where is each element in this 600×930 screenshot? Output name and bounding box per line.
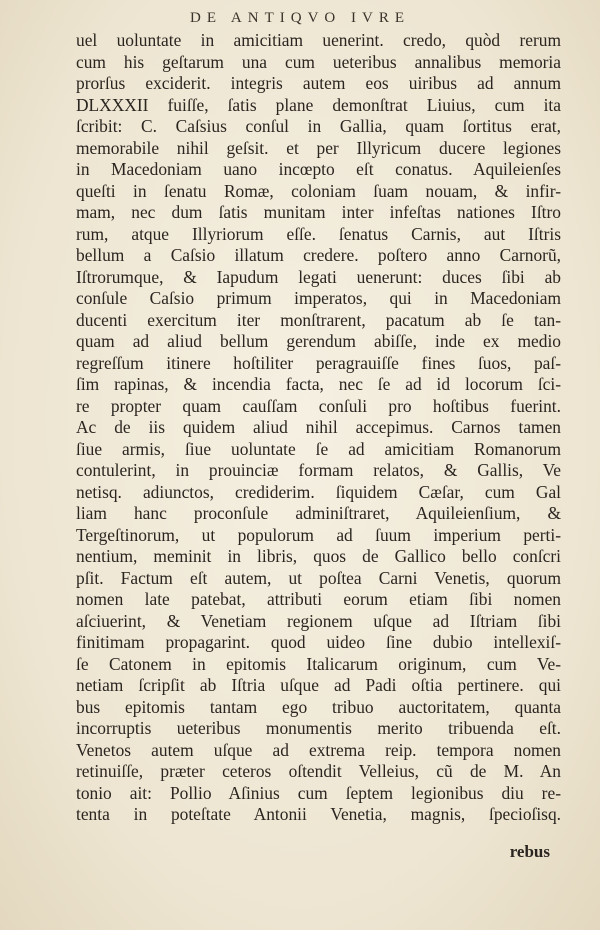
text-line: ſim rapinas, & incendia facta, nec ſe ad id locorum ſci-	[76, 374, 561, 394]
text-line: conſule Caſsio primum imperatos, qui in Macedoniam	[76, 288, 561, 308]
text-line: queſti in ſenatu Romæ, coloniam ſuam nouam, & infir-	[76, 180, 561, 201]
text-line: Iſtrorumque, & Iapudum legati uenerunt: duces ſibi ab	[76, 266, 561, 287]
text-line: uel uoluntate in amicitiam uenerint. credo, quòd rerum	[76, 30, 561, 50]
text-line: re propter quam cauſſam conſuli pro hoſtibus fuerint.	[76, 395, 561, 416]
text-line: ſe Catonem in epitomis Italicarum originum, cum Ve-	[76, 653, 561, 674]
text-line: rum, atque Illyriorum eſſe. ſenatus Carnis, aut Iſtris	[76, 223, 561, 244]
text-line: Ac de iis quidem aliud nihil accepimus. Carnos tamen	[76, 417, 561, 437]
running-head: DE ANTIQVO IVRE	[190, 10, 410, 26]
text-line: quam ad aliud bellum gerendum abiſſe, inde ex medio	[76, 331, 561, 351]
text-line: bellum a Caſsio illatum credere. poſtero anno Carnorũ,	[76, 245, 561, 265]
text-line: incorruptis ueteribus monumentis merito tribuenda eſt.	[76, 718, 561, 738]
catchword: rebus	[509, 842, 550, 861]
text-line: tonio ait: Pollio Aſinius cum ſeptem legionibus diu re-	[76, 782, 561, 803]
text-line: netiam ſcripſit ab Iſtria uſque ad Padi oſtia pertinere. qui	[76, 675, 561, 695]
text-line: netisq. adiunctos, crediderim. ſiquidem Cæſar, cum Gal	[76, 481, 561, 502]
text-line: ſiue armis, ſiue uoluntate ſe ad amicitiam Romanorum	[76, 438, 561, 459]
text-line: mam, nec dum ſatis munitam inter infeſtas nationes Iſtro	[76, 202, 561, 222]
text-line: regreſſum itinere hoſtiliter peragrauiſſe fines ſuos, paſ-	[76, 352, 561, 373]
text-line: prorſus exciderit. integris autem eos uiribus ad annum	[76, 73, 561, 93]
text-line: contulerint, in prouinciæ formam relatos, & Gallis, Ve	[76, 460, 561, 480]
text-line: Venetos autem uſque ad extrema reip. tempora nomen	[76, 739, 561, 760]
text-line: ducenti exercitum iter monſtrarent, pacatum ab ſe tan-	[76, 309, 561, 330]
text-line: cum his geſtarum una cum ueteribus annalibus memoria	[76, 51, 561, 72]
text-line: in Macedoniam uano incœpto eſt conatus. Aquileienſes	[76, 159, 561, 179]
text-line: liam hanc proconſule adminiſtraret, Aquileienſium, &	[76, 503, 561, 523]
text-line: memorabile nihil geſsit. et per Illyricum ducere legiones	[76, 137, 561, 158]
text-line: tenta in poteſtate Antonii Venetia, magnis, ſpecioſisq.	[76, 804, 561, 824]
text-line: retinuiſſe, præter ceteros oſtendit Velleius, cũ de M. An	[76, 761, 561, 781]
text-line: DLXXXII fuiſſe, ſatis plane demonſtrat Liuius, cum ita	[76, 94, 561, 115]
text-line: nomen late patebat, attributi eorum etiam ſibi nomen	[76, 589, 561, 609]
text-line: bus epitomis tantam ego tribuo auctoritatem, quanta	[76, 696, 561, 717]
text-line: ſcribit: C. Caſsius conſul in Gallia, quam ſortitus erat,	[76, 116, 561, 136]
text-line: Tergeſtinorum, ut populorum ad ſuum imperium perti-	[76, 524, 561, 545]
text-line: finitimam propagarint. quod uideo ſine dubio intellexiſ-	[76, 632, 561, 652]
text-line: nentium, meminit in libris, quos de Gallico bello conſcri	[76, 546, 561, 566]
text-block	[76, 30, 561, 826]
text-line: aſciuerint, & Venetiam regionem uſque ad Iſtriam ſibi	[76, 610, 561, 631]
text-line: pſit. Factum eſt autem, ut poſtea Carni Venetis, quorum	[76, 567, 561, 588]
